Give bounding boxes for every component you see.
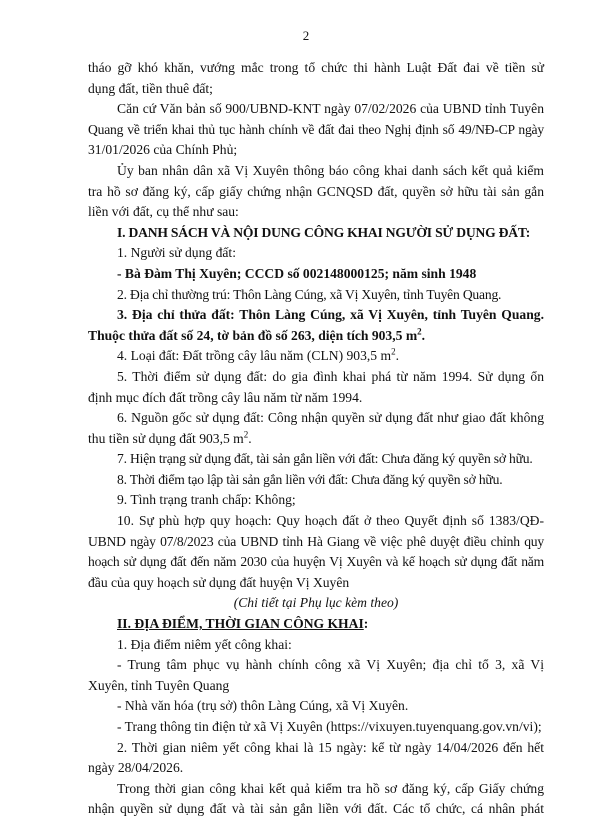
para-line: UBND ngày 07/8/2023 của UBND tỉnh Hà Giang về việc phê duyệt điều chỉnh quy bbox=[88, 533, 544, 549]
list-item: 1. Người sử dụng đất: bbox=[117, 245, 236, 261]
para-line: thu tiền sử dụng đất 903,5 $m^2$. bbox=[88, 429, 252, 446]
list-item: 4. Loại đất: Đất trồng cây lâu năm (CLN) 903,5 $m^2$. bbox=[117, 346, 399, 364]
para-line: đầu của quy hoạch sử dụng đất huyện Vị Xuyên bbox=[88, 574, 350, 590]
para-line: liền với đất, cụ thể như sau: bbox=[88, 204, 239, 220]
list-item: 2. Thời gian niêm yết công khai là 15 ngày: kể từ ngày 14/04/2026 đến hết bbox=[117, 739, 544, 755]
para-line: ngày 28/04/2026. bbox=[88, 760, 184, 776]
para-line: Ủy ban nhân dân xã Vị Xuyên thông báo công khai danh sách kết quả kiểm bbox=[117, 162, 544, 178]
section1-heading: I. DANH SÁCH VÀ NỘI DUNG CÔNG KHAI NGƯỜI SỬ DỤNG ĐẤT: bbox=[117, 224, 531, 240]
list-item: 5. Thời điểm sử dụng đất: do gia đình khai phá từ năm 1994. Sử dụng ổn bbox=[117, 368, 544, 384]
para-line: Quang về triển khai thủ tục hành chính về đất đai theo Nghị định số 49/NĐ-CP ngày bbox=[88, 121, 544, 137]
page-number: 2 bbox=[302, 28, 310, 43]
para-line: hoạch sử dụng đất đến năm 2030 của huyện Vị Xuyên và kế hoạch sử dụng đất năm bbox=[88, 554, 544, 570]
para-line: 31/01/2026 của Chính Phủ; bbox=[88, 142, 238, 158]
list-item: 2. Địa chỉ thường trú: Thôn Làng Cúng, xã Vị Xuyên, tỉnh Tuyên Quang. bbox=[117, 286, 502, 302]
para-line: tra hồ sơ đăng ký, cấp giấy chứng nhận GCNQSD đất, quyền sở hữu tài sản gắn bbox=[88, 183, 544, 199]
parcel-address: 3. Địa chỉ thửa đất: Thôn Làng Cúng, xã Vị Xuyên, tỉnh Tuyên Quang. bbox=[117, 307, 544, 323]
para-line: tháo gỡ khó khăn, vướng mắc trong tổ chức thi hành Luật Đất đai về tiền sử bbox=[88, 60, 544, 75]
para-line: Căn cứ Văn bản số 900/UBND-KNT ngày 07/02/2026 của UBND tỉnh Tuyên bbox=[117, 101, 544, 117]
list-item: 1. Địa điểm niêm yết công khai: bbox=[117, 636, 292, 652]
list-item: - Trang thông tin điện tử xã Vị Xuyên (https://vixuyen.tuyenquang.gov.vn/vi); bbox=[117, 719, 542, 734]
para-line: định mục đích đất trồng cây lâu năm từ năm 1994. bbox=[88, 389, 363, 405]
list-item: - Trung tâm phục vụ hành chính công xã Vị Xuyên; địa chỉ tổ 3, xã Vị bbox=[117, 657, 544, 673]
owner-line: - Bà Đàm Thị Xuyên; CCCD số 002148000125; năm sinh 1948 bbox=[117, 265, 477, 281]
para-line: nhận quyền sử dụng đất và tài sản gắn liền với đất. Các tổ chức, cá nhân phát bbox=[88, 801, 544, 817]
list-item: 8. Thời điểm tạo lập tài sản gắn liền với đất: Chưa đăng ký quyền sở hữu. bbox=[117, 471, 503, 487]
list-item: - Nhà văn hóa (trụ sở) thôn Làng Cúng, xã Vị Xuyên. bbox=[117, 698, 409, 714]
para-line: Xuyên, tỉnh Tuyên Quang bbox=[88, 677, 230, 693]
section2-heading: II. ĐỊA ĐIỂM, THỜI GIAN CÔNG KHAI: bbox=[117, 616, 369, 632]
list-item: 6. Nguồn gốc sử dụng đất: Công nhận quyền sử dụng đất như giao đất không bbox=[117, 410, 544, 426]
para-line: dụng đất, tiền thuê đất; bbox=[88, 80, 213, 96]
list-item: 10. Sự phù hợp quy hoạch: Quy hoạch đất ở theo Quyết định số 1383/QĐ- bbox=[117, 513, 544, 529]
parcel-info: Thuộc thửa đất số 24, tờ bản đồ số 263, diện tích 903,5 $m^2$. bbox=[88, 326, 426, 343]
list-item: 9. Tình trạng tranh chấp: Không; bbox=[117, 492, 296, 508]
document-body bbox=[88, 58, 544, 820]
para-line: Trong thời gian công khai kết quả kiểm tra hồ sơ đăng ký, cấp Giấy chứng bbox=[117, 780, 544, 796]
list-item: 7. Hiện trạng sử dụng đất, tài sản gắn liền với đất: Chưa đăng ký quyền sở hữu. bbox=[117, 451, 533, 467]
website-link[interactable]: https://vixuyen.tuyenquang.gov.vn/vi bbox=[330, 719, 534, 734]
appendix-note: (Chi tiết tại Phụ lục kèm theo) bbox=[233, 595, 399, 611]
